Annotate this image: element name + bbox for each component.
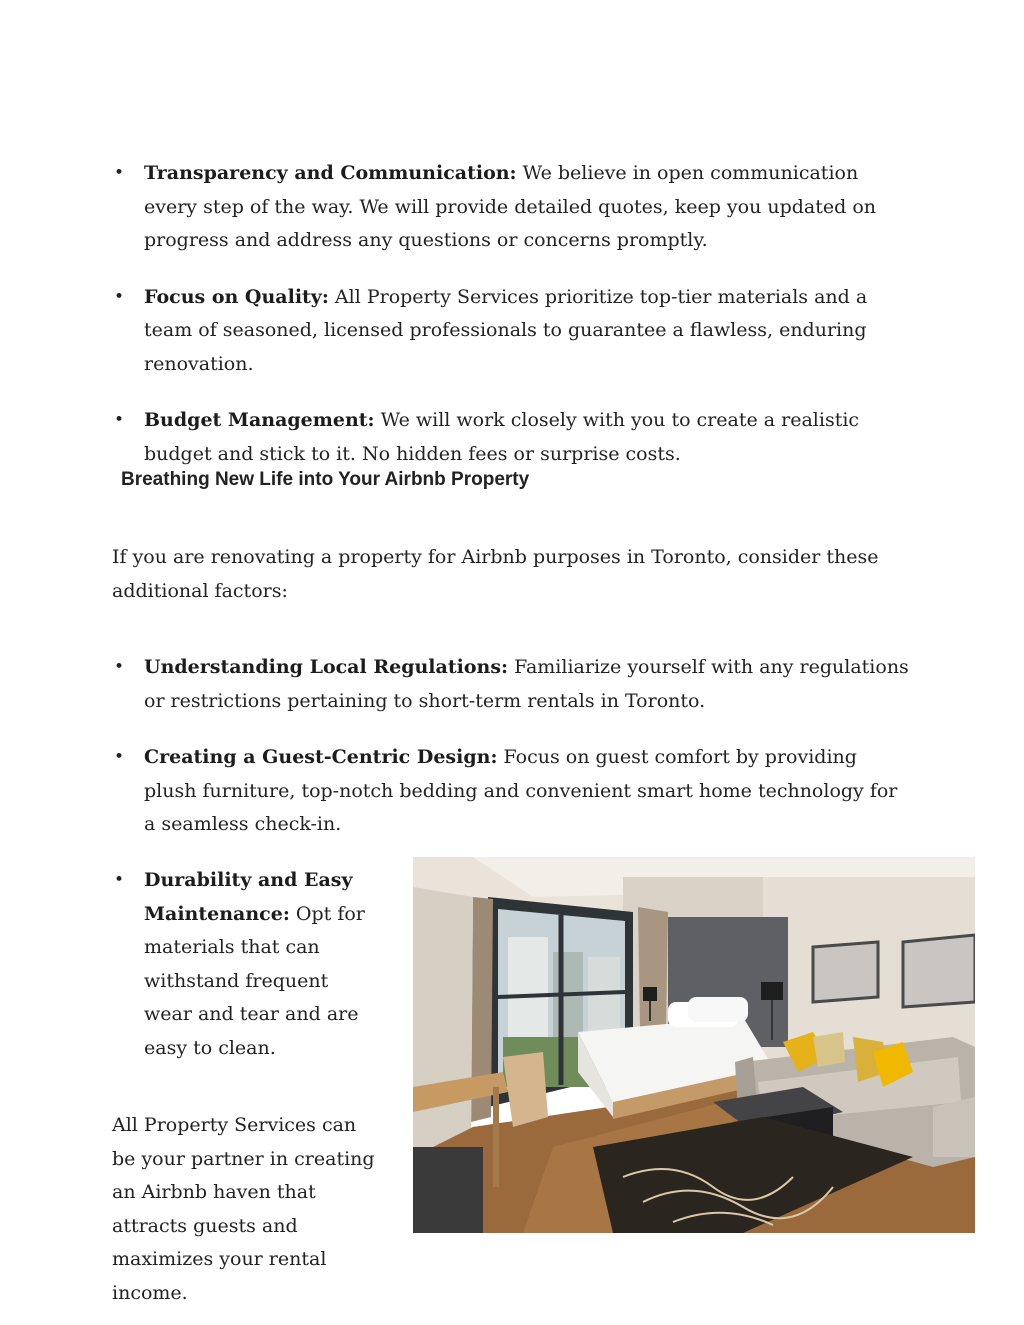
bullet-icon: • xyxy=(114,163,125,183)
item-text: We will work closely with you to create a realistic budget and stick to it. No hidden fees or surprise costs. xyxy=(144,409,860,465)
item-text: Familiarize yourself with any regulations or restrictions pertaining to short-term rentals in Toronto. xyxy=(144,656,909,712)
bullet-icon: • xyxy=(114,286,125,307)
item-title: Budget Management: xyxy=(144,409,375,431)
item-title: Durability and Easy Maintenance: xyxy=(144,869,353,925)
list-item xyxy=(112,651,912,718)
bullet-icon: • xyxy=(114,747,125,767)
list-item xyxy=(112,741,912,842)
bullet-icon: • xyxy=(114,870,125,890)
item-text: All Property Services prioritize top-tier materials and a team of seasoned, licensed professionals to guarantee a flawless, enduring renovation. xyxy=(144,285,868,375)
item-text: Opt for materials that can withstand frequent wear and tear and are easy to clean. xyxy=(144,902,365,1059)
list-item xyxy=(112,864,372,1065)
list-item xyxy=(112,157,912,258)
durability-list xyxy=(112,864,372,1088)
list-item xyxy=(112,281,912,382)
list-item xyxy=(112,404,912,471)
bullet-icon: • xyxy=(114,657,125,677)
airbnb-factors-list xyxy=(112,651,912,865)
item-title: Understanding Local Regulations: xyxy=(144,656,509,678)
item-title: Transparency and Communication: xyxy=(144,162,517,184)
intro-paragraph: If you are renovating a property for Airbnb purposes in Toronto, consider these additional factors: xyxy=(112,546,879,602)
bullet-icon: • xyxy=(114,410,125,430)
benefits-list xyxy=(112,157,912,494)
item-title: Focus on Quality: xyxy=(144,285,329,308)
item-text: We believe in open communication every step of the way. We will provide detailed quotes, keep you updated on progress and address any questions or concerns promptly. xyxy=(144,162,877,251)
item-text: Focus on guest comfort by providing plush furniture, top-notch bedding and convenient smart home technology for a seamless check-in. xyxy=(144,746,898,835)
section-heading: Breathing New Life into Your Airbnb Property xyxy=(121,469,530,490)
closing-paragraph: All Property Services can be your partner in creating an Airbnb haven that attracts guests and maximizes your rental income. xyxy=(112,1114,375,1304)
bedroom-photo xyxy=(413,857,975,1233)
item-title: Creating a Guest-Centric Design: xyxy=(144,746,498,768)
